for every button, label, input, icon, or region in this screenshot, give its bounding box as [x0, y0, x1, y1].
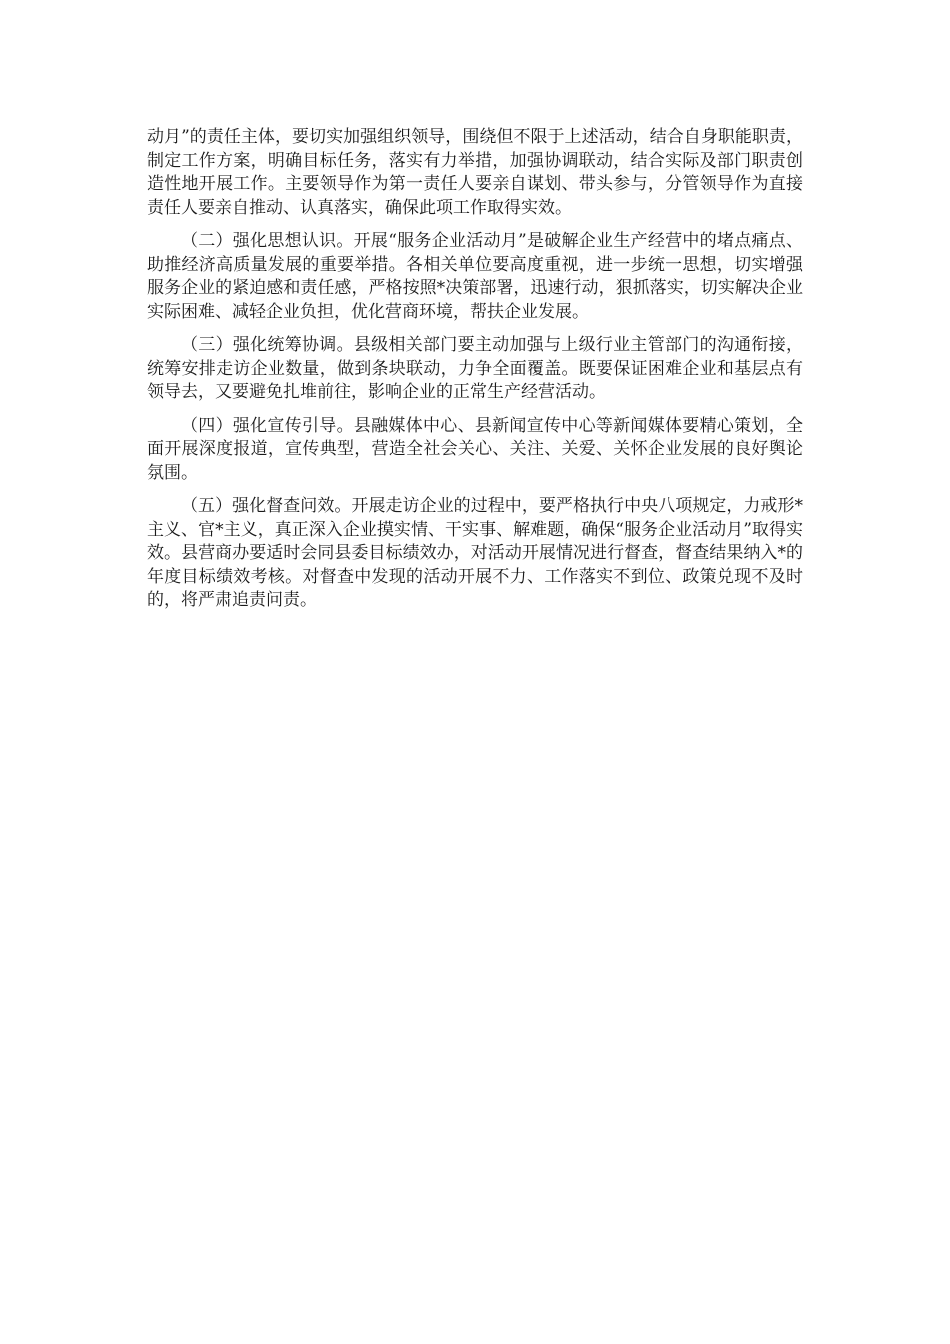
paragraph-continuation: 动月”的责任主体，要切实加强组织领导，围绕但不限于上述活动，结合自身职能职责，制定工作方案，明确目标任务，落实有力举措，加强协调联动，结合实际及部门职责创造性地开展工作。主要领导作为第一责任人要亲自谋划、带头参与，分管领导作为直接责任人要亲自推动、认真落实，确保此项工作取得实效。 [147, 127, 803, 218]
paragraph-strengthen-coordination: （三）强化统筹协调。县级相关部门要主动加强与上级行业主管部门的沟通衔接，统筹安排走访企业数量，做到条块联动，力争全面覆盖。既要保证困难企业和基层点有领导去，又要避免扎堆前往，影响企业的正常生产经营活动。 [147, 335, 803, 402]
paragraph-strengthen-supervision: （五）强化督查问效。开展走访企业的过程中，要严格执行中央八项规定，力戒形*主义、官*主义，真正深入企业摸实情、干实事、解难题，确保“服务企业活动月”取得实效。县营商办要适时会同县委目标绩效办，对活动开展情况进行督查，督查结果纳入*的年度目标绩效考核。对督查中发现的活动开展不力、工作落实不到位、政策兑现不及时的，将严肃追责问责。 [147, 496, 803, 610]
paragraph-strengthen-awareness: （二）强化思想认识。开展“服务企业活动月”是破解企业生产经营中的堵点痛点、助推经济高质量发展的重要举措。各相关单位要高度重视，进一步统一思想，切实增强服务企业的紧迫感和责任感，严格按照*决策部署，迅速行动，狠抓落实，切实解决企业实际困难、减轻企业负担，优化营商环境，帮扶企业发展。 [147, 231, 803, 322]
paragraph-strengthen-publicity: （四）强化宣传引导。县融媒体中心、县新闻宣传中心等新闻媒体要精心策划，全面开展深度报道，宣传典型，营造全社会关心、关注、关爱、关怀企业发展的良好舆论氛围。 [147, 415, 803, 483]
document-body [147, 126, 803, 623]
